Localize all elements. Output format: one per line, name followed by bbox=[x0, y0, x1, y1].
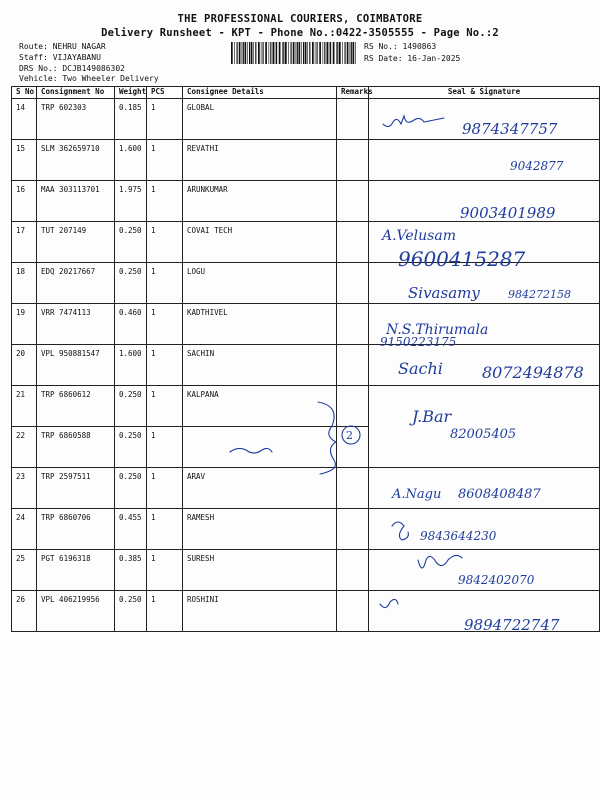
barcode-bar bbox=[317, 42, 318, 64]
barcode-bar bbox=[307, 42, 308, 64]
cell-seal-signature bbox=[369, 591, 600, 632]
cell-consignment-no: TUT 207149 bbox=[37, 222, 115, 263]
barcode-bar bbox=[273, 42, 275, 64]
barcode-bar bbox=[330, 42, 331, 64]
cell-pcs: 1 bbox=[147, 468, 183, 509]
cell-remarks bbox=[337, 304, 369, 345]
cell-consignment-no: TRP 6860612 bbox=[37, 386, 115, 427]
cell-seal-signature bbox=[369, 263, 600, 304]
barcode-bar bbox=[270, 42, 271, 64]
barcode-bar bbox=[269, 42, 270, 64]
barcode-bar bbox=[255, 42, 256, 64]
barcode-bar bbox=[347, 42, 349, 64]
cell-seal-signature bbox=[369, 550, 600, 591]
staff-label: Staff: VIJAYABANU bbox=[19, 53, 101, 62]
cell-remarks bbox=[337, 386, 369, 427]
cell-sno: 20 bbox=[12, 345, 37, 386]
cell-consignee: KALPANA bbox=[183, 386, 337, 427]
barcode-bar bbox=[336, 42, 337, 64]
cell-sno: 26 bbox=[12, 591, 37, 632]
cell-sno: 22 bbox=[12, 427, 37, 468]
cell-weight: 0.385 bbox=[115, 550, 147, 591]
cell-remarks bbox=[337, 181, 369, 222]
barcode-bar bbox=[339, 42, 341, 64]
barcode-bar bbox=[333, 42, 335, 64]
hw-name-18: Sivasamy bbox=[408, 284, 480, 302]
cell-remarks bbox=[337, 468, 369, 509]
cell-remarks bbox=[337, 550, 369, 591]
table-row bbox=[12, 345, 600, 386]
cell-weight: 0.250 bbox=[115, 427, 147, 468]
barcode-bar bbox=[323, 42, 324, 64]
cell-seal-signature bbox=[369, 99, 600, 140]
cell-consignee: KADTHIVEL bbox=[183, 304, 337, 345]
barcode-bar bbox=[303, 42, 304, 64]
barcode-bar bbox=[301, 42, 302, 64]
barcode-bar bbox=[245, 42, 247, 64]
cell-sno: 19 bbox=[12, 304, 37, 345]
cell-remarks bbox=[337, 427, 369, 468]
cell-sno: 24 bbox=[12, 509, 37, 550]
hw-phone-20: 8072494878 bbox=[482, 363, 584, 382]
hw-phone-19: 9150223175 bbox=[380, 335, 457, 349]
col-seal-signature: Seal & Signature bbox=[369, 87, 600, 99]
cell-remarks bbox=[337, 591, 369, 632]
hw-phone-24: 9843644230 bbox=[420, 529, 497, 543]
col-remarks: Remarks bbox=[337, 87, 369, 99]
cell-consignee: LOGU bbox=[183, 263, 337, 304]
company-title: THE PROFESSIONAL COURIERS, COIMBATORE bbox=[177, 13, 423, 25]
table-row bbox=[12, 427, 600, 468]
table-row bbox=[12, 222, 600, 263]
barcode-bar bbox=[234, 42, 235, 64]
col-consignee-details: Consignee Details bbox=[183, 87, 337, 99]
cell-pcs: 1 bbox=[147, 263, 183, 304]
hw-name-17: A.Velusam bbox=[382, 228, 456, 244]
cell-pcs: 1 bbox=[147, 99, 183, 140]
cell-pcs: 1 bbox=[147, 140, 183, 181]
barcode-bar bbox=[243, 42, 244, 64]
cell-weight: 0.250 bbox=[115, 386, 147, 427]
barcode-bar bbox=[258, 42, 260, 64]
cell-sno: 16 bbox=[12, 181, 37, 222]
cell-consignee: COVAI TECH bbox=[183, 222, 337, 263]
barcode-bar bbox=[319, 42, 321, 64]
table-row bbox=[12, 304, 600, 345]
barcode-bar bbox=[337, 42, 338, 64]
cell-pcs: 1 bbox=[147, 427, 183, 468]
cell-seal-signature bbox=[369, 345, 600, 386]
barcode-bar bbox=[327, 42, 329, 64]
barcode-bar bbox=[297, 42, 298, 64]
cell-consignment-no: TRP 602303 bbox=[37, 99, 115, 140]
barcode-bar bbox=[242, 42, 243, 64]
cell-remarks bbox=[337, 222, 369, 263]
cell-consignment-no: VRR 7474113 bbox=[37, 304, 115, 345]
hw-phone-23: 8608408487 bbox=[458, 487, 541, 502]
rs-date: RS Date: 16-Jan-2025 bbox=[364, 54, 461, 63]
barcode-bar bbox=[291, 42, 292, 64]
cell-seal-signature bbox=[369, 181, 600, 222]
barcode-bar bbox=[342, 42, 343, 64]
hw-phone-18: 984272158 bbox=[508, 288, 571, 301]
cell-seal-signature bbox=[369, 222, 600, 263]
hw-phone-15: 9042877 bbox=[510, 159, 564, 173]
barcode-bar bbox=[261, 42, 262, 64]
cell-consignment-no: TRP 2597511 bbox=[37, 468, 115, 509]
barcode-bar bbox=[305, 42, 307, 64]
barcode-bar bbox=[345, 42, 346, 64]
barcode-bar bbox=[231, 42, 233, 64]
table-row bbox=[12, 509, 600, 550]
table-header-row bbox=[12, 87, 600, 99]
barcode-bar bbox=[296, 42, 297, 64]
cell-sno: 14 bbox=[12, 99, 37, 140]
runsheet-subtitle: Delivery Runsheet - KPT - Phone No.:0422-3505555 - Page No.:2 bbox=[101, 27, 499, 39]
cell-weight: 0.250 bbox=[115, 468, 147, 509]
cell-pcs: 1 bbox=[147, 222, 183, 263]
cell-sno: 23 bbox=[12, 468, 37, 509]
barcode-bar bbox=[283, 42, 284, 64]
col-sno: S No bbox=[12, 87, 37, 99]
rs-number: RS No.: 1490863 bbox=[364, 42, 437, 51]
cell-remarks bbox=[337, 509, 369, 550]
cell-seal-signature bbox=[369, 509, 600, 550]
barcode-bar bbox=[351, 42, 352, 64]
cell-sno: 21 bbox=[12, 386, 37, 427]
cell-seal-signature bbox=[369, 427, 600, 468]
hw-phone-21: 82005405 bbox=[450, 427, 517, 442]
cell-pcs: 1 bbox=[147, 181, 183, 222]
cell-consignment-no: TRP 6860588 bbox=[37, 427, 115, 468]
col-pcs: PCS bbox=[147, 87, 183, 99]
col-consignment-no: Consignment No bbox=[37, 87, 115, 99]
cell-seal-signature bbox=[369, 304, 600, 345]
cell-pcs: 1 bbox=[147, 509, 183, 550]
table-row bbox=[12, 181, 600, 222]
hw-circle-number: 2 bbox=[346, 429, 353, 442]
barcode-bar bbox=[237, 42, 238, 64]
table-row bbox=[12, 386, 600, 427]
barcode bbox=[231, 42, 356, 64]
cell-weight: 1.600 bbox=[115, 140, 147, 181]
barcode-bar bbox=[282, 42, 283, 64]
table-row bbox=[12, 550, 600, 591]
cell-weight: 0.455 bbox=[115, 509, 147, 550]
col-weight: Weight bbox=[115, 87, 147, 99]
barcode-bar bbox=[353, 42, 355, 64]
barcode-bar bbox=[276, 42, 277, 64]
runsheet-table bbox=[11, 86, 600, 632]
cell-pcs: 1 bbox=[147, 386, 183, 427]
cell-consignee: SURESH bbox=[183, 550, 337, 591]
hw-phone-16: 9003401989 bbox=[460, 204, 556, 222]
cell-pcs: 1 bbox=[147, 345, 183, 386]
cell-seal-signature bbox=[369, 386, 600, 427]
cell-consignee: GLOBAL bbox=[183, 99, 337, 140]
drs-number: DRS No.: DCJB149086302 bbox=[19, 64, 125, 73]
barcode-bar bbox=[293, 42, 295, 64]
vehicle-label: Vehicle: Two Wheeler Delivery bbox=[19, 74, 159, 83]
cell-weight: 0.250 bbox=[115, 222, 147, 263]
hw-name-19: N.S.Thirumala bbox=[386, 322, 489, 338]
cell-weight: 1.600 bbox=[115, 345, 147, 386]
cell-sno: 25 bbox=[12, 550, 37, 591]
barcode-bar bbox=[239, 42, 241, 64]
hw-phone-14: 9874347757 bbox=[462, 120, 558, 138]
cell-weight: 0.185 bbox=[115, 99, 147, 140]
barcode-bar bbox=[251, 42, 253, 64]
cell-pcs: 1 bbox=[147, 304, 183, 345]
barcode-bar bbox=[355, 42, 356, 64]
cell-consignment-no: SLM 362659710 bbox=[37, 140, 115, 181]
cell-consignee: REVATHI bbox=[183, 140, 337, 181]
barcode-bar bbox=[249, 42, 250, 64]
cell-weight: 0.460 bbox=[115, 304, 147, 345]
cell-consignee: SACHIN bbox=[183, 345, 337, 386]
hw-phone-26: 9894722747 bbox=[464, 616, 560, 634]
cell-remarks bbox=[337, 140, 369, 181]
cell-sno: 15 bbox=[12, 140, 37, 181]
barcode-bar bbox=[275, 42, 276, 64]
cell-sno: 18 bbox=[12, 263, 37, 304]
cell-remarks bbox=[337, 99, 369, 140]
barcode-bar bbox=[309, 42, 310, 64]
barcode-bar bbox=[288, 42, 289, 64]
table-row bbox=[12, 99, 600, 140]
table-row bbox=[12, 140, 600, 181]
table-row bbox=[12, 263, 600, 304]
route-label: Route: NEHRU NAGAR bbox=[19, 42, 106, 51]
cell-weight: 0.250 bbox=[115, 591, 147, 632]
cell-sno: 17 bbox=[12, 222, 37, 263]
barcode-bar bbox=[312, 42, 314, 64]
barcode-bar bbox=[329, 42, 330, 64]
cell-pcs: 1 bbox=[147, 591, 183, 632]
hw-name-21: J.Bar bbox=[412, 407, 452, 426]
barcode-bar bbox=[285, 42, 287, 64]
cell-consignee: ARAV bbox=[183, 468, 337, 509]
hw-name-23: A.Nagu bbox=[392, 487, 442, 502]
cell-consignee: ARUNKUMAR bbox=[183, 181, 337, 222]
barcode-bar bbox=[299, 42, 301, 64]
barcode-bar bbox=[324, 42, 325, 64]
cell-consignee: RAMESH bbox=[183, 509, 337, 550]
cell-pcs: 1 bbox=[147, 550, 183, 591]
cell-consignment-no: PGT 6196318 bbox=[37, 550, 115, 591]
cell-consignee: ROSHINI bbox=[183, 591, 337, 632]
cell-weight: 1.975 bbox=[115, 181, 147, 222]
cell-weight: 0.250 bbox=[115, 263, 147, 304]
cell-consignment-no: VPL 406219956 bbox=[37, 591, 115, 632]
cell-consignment-no: TRP 6860706 bbox=[37, 509, 115, 550]
table-row bbox=[12, 591, 600, 632]
cell-consignment-no: VPL 950881547 bbox=[37, 345, 115, 386]
barcode-bar bbox=[253, 42, 254, 64]
barcode-bar bbox=[350, 42, 351, 64]
table-row bbox=[12, 468, 600, 509]
hw-phone-17: 9600415287 bbox=[398, 247, 526, 271]
hw-phone-25: 9842402070 bbox=[458, 573, 535, 587]
barcode-bar bbox=[315, 42, 316, 64]
cell-remarks bbox=[337, 345, 369, 386]
cell-remarks bbox=[337, 263, 369, 304]
barcode-bar bbox=[263, 42, 264, 64]
cell-seal-signature bbox=[369, 468, 600, 509]
cell-consignment-no: EDQ 20217667 bbox=[37, 263, 115, 304]
cell-seal-signature bbox=[369, 140, 600, 181]
barcode-bar bbox=[265, 42, 267, 64]
hw-name-20: Sachi bbox=[398, 359, 443, 378]
barcode-bar bbox=[279, 42, 281, 64]
cell-consignee bbox=[183, 427, 337, 468]
cell-consignment-no: MAA 303113701 bbox=[37, 181, 115, 222]
barcode-bar bbox=[247, 42, 248, 64]
